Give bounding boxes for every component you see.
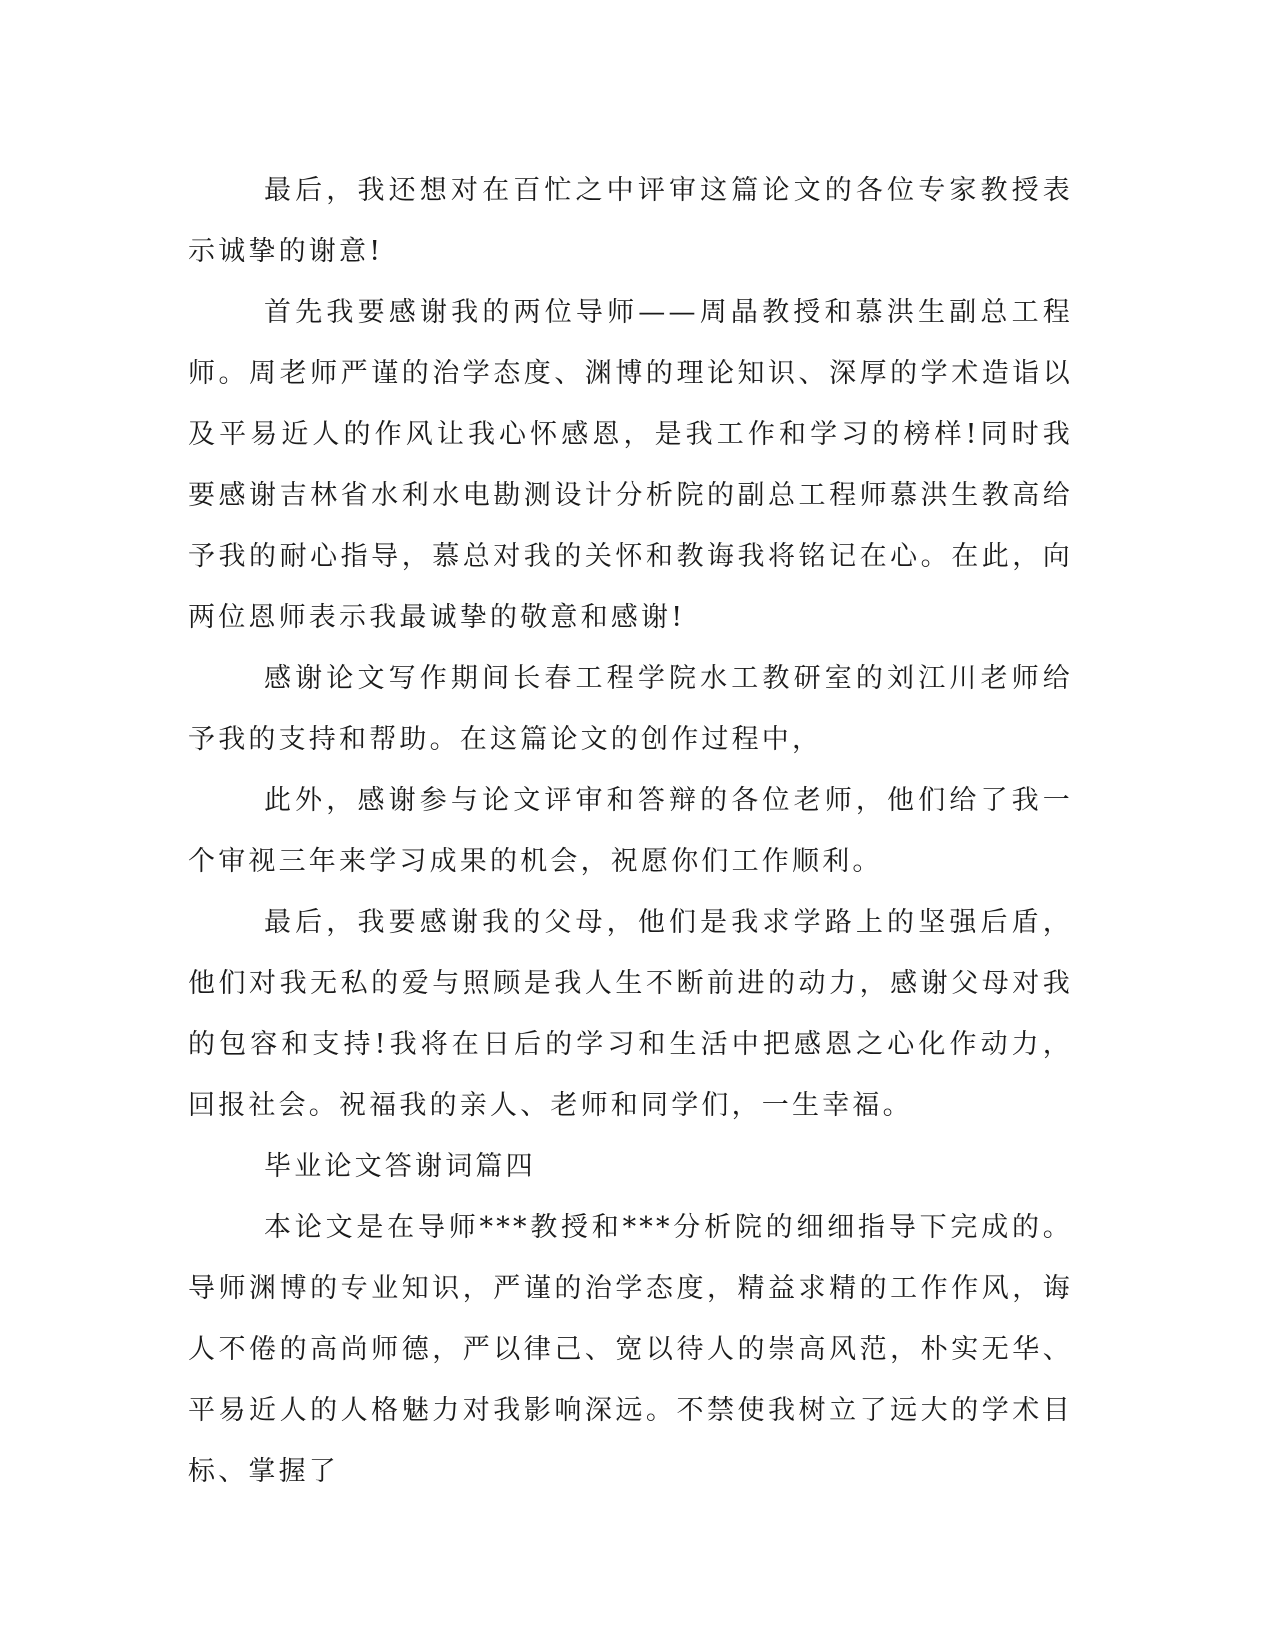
paragraph-thanks-supervisors: 首先我要感谢我的两位导师——周晶教授和慕洪生副总工程师。周老师严谨的治学态度、渊博的理论知识、深厚的学术造诣以及平易近人的作风让我心怀感恩，是我工作和学习的榜样!同时我要感谢吉林省水利水电勘测设计分析院的副总工程师慕洪生教高给予我的耐心指导，慕总对我的关怀和教诲我将铭记在心。在此，向两位恩师表示我最诚挚的敬意和感谢! bbox=[188, 297, 1073, 633]
section-heading: 毕业论文答谢词篇四 bbox=[264, 1151, 536, 1182]
document-body bbox=[188, 160, 1073, 1502]
paragraph-thanks-teacher: 感谢论文写作期间长春工程学院水工教研室的刘江川老师给予我的支持和帮助。在这篇论文的创作过程中， bbox=[188, 663, 1073, 755]
paragraph-thanks-reviewers: 此外，感谢参与论文评审和答辩的各位老师，他们给了我一个审视三年来学习成果的机会，祝愿你们工作顺利。 bbox=[188, 785, 1073, 877]
paragraph-thanks-parents: 最后，我要感谢我的父母，他们是我求学路上的坚强后盾，他们对我无私的爱与照顾是我人生不断前进的动力，感谢父母对我的包容和支持!我将在日后的学习和生活中把感恩之心化作动力，回报社会。祝福我的亲人、老师和同学们，一生幸福。 bbox=[188, 907, 1073, 1121]
paragraph-section-four: 本论文是在导师***教授和***分析院的细细指导下完成的。导师渊博的专业知识，严谨的治学态度，精益求精的工作作风，诲人不倦的高尚师德，严以律己、宽以待人的崇高风范，朴实无华、平易近人的人格魅力对我影响深远。不禁使我树立了远大的学术目标、掌握了 bbox=[188, 1212, 1073, 1487]
paragraph-final-thanks-experts: 最后，我还想对在百忙之中评审这篇论文的各位专家教授表示诚挚的谢意! bbox=[188, 175, 1073, 267]
